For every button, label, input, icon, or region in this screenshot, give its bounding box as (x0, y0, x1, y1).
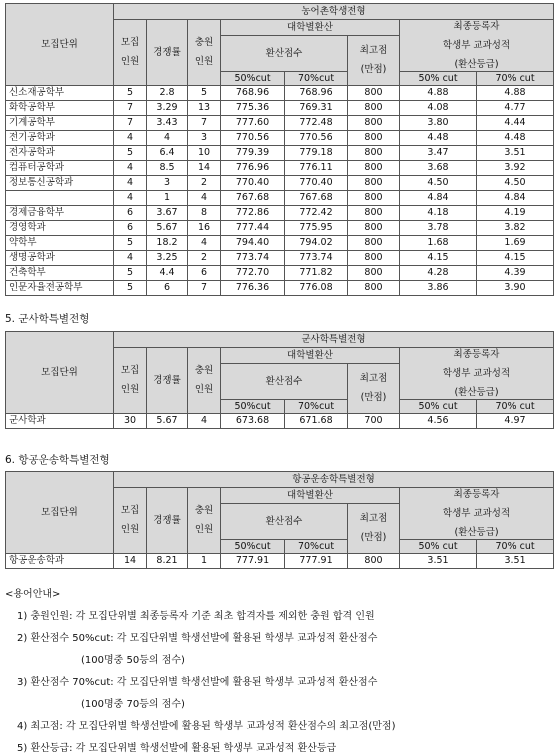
cell-quota: 4 (114, 131, 147, 146)
table-row (6, 161, 554, 176)
cell-cut70: 769.31 (285, 101, 348, 116)
header-extra: 충원 인원 (188, 488, 221, 554)
cell-max: 800 (348, 236, 400, 251)
cell-grade-cut50: 1.68 (400, 236, 477, 251)
cell-extra: 1 (188, 554, 221, 569)
cell-cut70: 770.56 (285, 131, 348, 146)
cell-grade-cut50: 3.51 (400, 554, 477, 569)
table-row (6, 266, 554, 281)
cell-cut50: 767.68 (221, 191, 285, 206)
cell-extra: 4 (188, 191, 221, 206)
cell-max: 800 (348, 266, 400, 281)
glossary-item: 3) 환산점수 70%cut: 각 모집단위별 학생선발에 활용된 학생부 교과성적 환산점수 (17, 677, 378, 688)
cell-extra: 14 (188, 161, 221, 176)
cell-extra: 6 (188, 266, 221, 281)
cell-cut70: 773.74 (285, 251, 348, 266)
cell-extra: 16 (188, 221, 221, 236)
cell-max: 800 (348, 221, 400, 236)
cell-ratio: 18.2 (147, 236, 188, 251)
cell-ratio: 5.67 (147, 414, 188, 429)
table-row (6, 554, 554, 569)
cell-cut70: 772.48 (285, 116, 348, 131)
cell-quota: 4 (114, 251, 147, 266)
cell-max: 800 (348, 554, 400, 569)
cell-cut50: 770.40 (221, 176, 285, 191)
cell-cut70: 775.95 (285, 221, 348, 236)
header-conv-score: 환산점수 (221, 504, 348, 540)
table-row (6, 281, 554, 296)
table-row (6, 86, 554, 101)
cell-grade-cut50: 4.15 (400, 251, 477, 266)
header-univ-conv: 대학별환산 (221, 20, 400, 36)
cell-cut50: 776.96 (221, 161, 285, 176)
header-max-score: 최고점 (만점) (348, 36, 400, 86)
cell-grade-cut70: 3.90 (477, 281, 554, 296)
cell-ratio: 3.29 (147, 101, 188, 116)
cell-max: 800 (348, 161, 400, 176)
cell-ratio: 8.5 (147, 161, 188, 176)
glossary-item: 4) 최고점: 각 모집단위별 학생선발에 활용된 학생부 교과성적 환산점수의 최고점(만점) (17, 721, 396, 732)
glossary-item-detail: (100명중 70등의 점수) (81, 699, 185, 710)
cell-extra: 5 (188, 86, 221, 101)
header-extra: 충원 인원 (188, 20, 221, 86)
cell-grade-cut50: 3.80 (400, 116, 477, 131)
cell-grade-cut50: 4.08 (400, 101, 477, 116)
header-cut70: 70%cut (285, 72, 348, 86)
header-conv-score: 환산점수 (221, 36, 348, 72)
cell-ratio: 4 (147, 131, 188, 146)
cell-cut50: 773.74 (221, 251, 285, 266)
cell-grade-cut50: 3.86 (400, 281, 477, 296)
cell-cut70: 772.42 (285, 206, 348, 221)
header-final: 최종등록자 학생부 교과성적 (환산등급) (400, 20, 554, 72)
cell-grade-cut70: 3.92 (477, 161, 554, 176)
table-row (6, 251, 554, 266)
cell-quota: 4 (114, 176, 147, 191)
header-group-title: 농어촌학생전형 (114, 4, 554, 20)
header-univ-conv: 대학별환산 (221, 488, 400, 504)
cell-cut50: 772.70 (221, 266, 285, 281)
cell-grade-cut50: 3.78 (400, 221, 477, 236)
cell-grade-cut70: 4.15 (477, 251, 554, 266)
cell-extra: 10 (188, 146, 221, 161)
cell-unit: 경영학과 (6, 221, 114, 236)
cell-unit: 신소재공학부 (6, 86, 114, 101)
cell-cut50: 673.68 (221, 414, 285, 429)
cell-cut70: 767.68 (285, 191, 348, 206)
cell-grade-cut50: 4.18 (400, 206, 477, 221)
cell-cut50: 770.56 (221, 131, 285, 146)
cell-ratio: 3 (147, 176, 188, 191)
header-grade-cut50: 50% cut (400, 400, 477, 414)
glossary-title: <용어안내> (5, 589, 61, 600)
cell-ratio: 5.67 (147, 221, 188, 236)
header-extra: 충원 인원 (188, 348, 221, 414)
cell-ratio: 3.43 (147, 116, 188, 131)
cell-cut50: 777.91 (221, 554, 285, 569)
cell-unit: 화학공학부 (6, 101, 114, 116)
table-row (6, 414, 554, 429)
header-group-title: 군사학특별전형 (114, 332, 554, 348)
cell-cut50: 775.36 (221, 101, 285, 116)
cell-cut70: 794.02 (285, 236, 348, 251)
header-cut70: 70%cut (285, 400, 348, 414)
header-grade-cut70: 70% cut (477, 400, 554, 414)
table-row (6, 146, 554, 161)
cell-cut50: 779.39 (221, 146, 285, 161)
cell-grade-cut50: 4.56 (400, 414, 477, 429)
cell-grade-cut50: 4.84 (400, 191, 477, 206)
header-grade-cut50: 50% cut (400, 540, 477, 554)
cell-quota: 4 (114, 161, 147, 176)
header-group-title: 항공운송학특별전형 (114, 472, 554, 488)
cell-unit: 컴퓨터공학과 (6, 161, 114, 176)
cell-grade-cut50: 3.47 (400, 146, 477, 161)
cell-cut50: 794.40 (221, 236, 285, 251)
cell-cut70: 776.11 (285, 161, 348, 176)
cell-cut70: 776.08 (285, 281, 348, 296)
table-row (6, 236, 554, 251)
cell-max: 800 (348, 251, 400, 266)
cell-grade-cut50: 4.48 (400, 131, 477, 146)
glossary-item-detail: (100명중 50등의 점수) (81, 655, 185, 666)
cell-quota: 7 (114, 101, 147, 116)
cell-grade-cut50: 4.28 (400, 266, 477, 281)
header-quota: 모집 인원 (114, 348, 147, 414)
table-row (6, 131, 554, 146)
cell-ratio: 3.67 (147, 206, 188, 221)
cell-quota: 30 (114, 414, 147, 429)
cell-max: 800 (348, 146, 400, 161)
header-grade-cut50: 50% cut (400, 72, 477, 86)
table-row (6, 176, 554, 191)
cell-cut70: 770.40 (285, 176, 348, 191)
cell-cut70: 671.68 (285, 414, 348, 429)
header-final: 최종등록자 학생부 교과성적 (환산등급) (400, 348, 554, 400)
cell-grade-cut50: 4.50 (400, 176, 477, 191)
cell-quota: 5 (114, 236, 147, 251)
cell-max: 800 (348, 281, 400, 296)
cell-unit: 약학부 (6, 236, 114, 251)
cell-grade-cut70: 3.51 (477, 146, 554, 161)
table-row (6, 101, 554, 116)
cell-grade-cut50: 4.88 (400, 86, 477, 101)
cell-ratio: 3.25 (147, 251, 188, 266)
cell-grade-cut70: 4.77 (477, 101, 554, 116)
table-row (6, 221, 554, 236)
table-military (5, 331, 554, 429)
cell-ratio: 4.4 (147, 266, 188, 281)
cell-ratio: 1 (147, 191, 188, 206)
cell-extra: 3 (188, 131, 221, 146)
cell-unit: 경제금융학부 (6, 206, 114, 221)
cell-cut50: 776.36 (221, 281, 285, 296)
cell-quota: 4 (114, 191, 147, 206)
cell-quota: 6 (114, 206, 147, 221)
cell-ratio: 2.8 (147, 86, 188, 101)
section-heading-military: 5. 군사학특별전형 (5, 313, 90, 325)
cell-grade-cut70: 3.82 (477, 221, 554, 236)
cell-unit: 항공운송학과 (6, 554, 114, 569)
cell-max: 800 (348, 86, 400, 101)
header-cut50: 50%cut (221, 540, 285, 554)
cell-cut70: 771.82 (285, 266, 348, 281)
cell-cut70: 768.96 (285, 86, 348, 101)
cell-grade-cut70: 4.19 (477, 206, 554, 221)
cell-grade-cut70: 4.84 (477, 191, 554, 206)
cell-cut50: 777.60 (221, 116, 285, 131)
header-grade-cut70: 70% cut (477, 72, 554, 86)
cell-quota: 14 (114, 554, 147, 569)
header-cut70: 70%cut (285, 540, 348, 554)
cell-unit: 건축학부 (6, 266, 114, 281)
section-heading-aviation: 6. 항공운송학특별전형 (5, 454, 110, 466)
glossary-item: 5) 환산등급: 각 모집단위별 학생선발에 활용된 학생부 교과성적 환산등급 (17, 743, 337, 754)
cell-quota: 7 (114, 116, 147, 131)
header-cut50: 50%cut (221, 400, 285, 414)
cell-max: 800 (348, 191, 400, 206)
header-max-score: 최고점 (만점) (348, 364, 400, 414)
cell-extra: 8 (188, 206, 221, 221)
cell-ratio: 6 (147, 281, 188, 296)
header-unit: 모집단위 (6, 332, 114, 414)
cell-max: 800 (348, 206, 400, 221)
cell-cut70: 777.91 (285, 554, 348, 569)
cell-max: 700 (348, 414, 400, 429)
cell-unit: 인문자율전공학부 (6, 281, 114, 296)
cell-grade-cut50: 3.68 (400, 161, 477, 176)
cell-max: 800 (348, 101, 400, 116)
cell-grade-cut70: 4.50 (477, 176, 554, 191)
cell-ratio: 6.4 (147, 146, 188, 161)
cell-quota: 5 (114, 266, 147, 281)
table-row (6, 206, 554, 221)
header-conv-score: 환산점수 (221, 364, 348, 400)
cell-grade-cut70: 4.97 (477, 414, 554, 429)
header-quota: 모집 인원 (114, 20, 147, 86)
table-body (6, 86, 554, 296)
cell-quota: 5 (114, 146, 147, 161)
cell-quota: 6 (114, 221, 147, 236)
cell-unit: 군사학과 (6, 414, 114, 429)
cell-grade-cut70: 4.88 (477, 86, 554, 101)
table-rural-students (5, 3, 554, 296)
cell-unit: 전기공학과 (6, 131, 114, 146)
cell-unit: 생명공학과 (6, 251, 114, 266)
cell-cut70: 779.18 (285, 146, 348, 161)
cell-grade-cut70: 4.48 (477, 131, 554, 146)
cell-unit (6, 191, 114, 206)
header-ratio: 경쟁률 (147, 20, 188, 86)
cell-unit: 전자공학과 (6, 146, 114, 161)
cell-extra: 7 (188, 116, 221, 131)
header-unit: 모집단위 (6, 472, 114, 554)
cell-quota: 5 (114, 281, 147, 296)
header-max-score: 최고점 (만점) (348, 504, 400, 554)
cell-extra: 2 (188, 251, 221, 266)
cell-max: 800 (348, 116, 400, 131)
header-cut50: 50%cut (221, 72, 285, 86)
cell-extra: 4 (188, 236, 221, 251)
header-final: 최종등록자 학생부 교과성적 (환산등급) (400, 488, 554, 540)
cell-extra: 13 (188, 101, 221, 116)
cell-unit: 기계공학부 (6, 116, 114, 131)
cell-extra: 2 (188, 176, 221, 191)
cell-unit: 정보통신공학과 (6, 176, 114, 191)
header-quota: 모집 인원 (114, 488, 147, 554)
header-unit: 모집단위 (6, 4, 114, 86)
header-grade-cut70: 70% cut (477, 540, 554, 554)
cell-grade-cut70: 3.51 (477, 554, 554, 569)
cell-grade-cut70: 4.44 (477, 116, 554, 131)
cell-cut50: 777.44 (221, 221, 285, 236)
glossary-item: 2) 환산점수 50%cut: 각 모집단위별 학생선발에 활용된 학생부 교과성적 환산점수 (17, 633, 378, 644)
header-ratio: 경쟁률 (147, 488, 188, 554)
glossary-item: 1) 충원인원: 각 모집단위별 최종등록자 기준 최초 합격자를 제외한 충원 합격 인원 (17, 611, 375, 622)
cell-max: 800 (348, 176, 400, 191)
header-ratio: 경쟁률 (147, 348, 188, 414)
table-row (6, 191, 554, 206)
cell-extra: 4 (188, 414, 221, 429)
header-univ-conv: 대학별환산 (221, 348, 400, 364)
table-row (6, 116, 554, 131)
cell-ratio: 8.21 (147, 554, 188, 569)
cell-cut50: 768.96 (221, 86, 285, 101)
cell-grade-cut70: 1.69 (477, 236, 554, 251)
cell-quota: 5 (114, 86, 147, 101)
cell-extra: 7 (188, 281, 221, 296)
cell-max: 800 (348, 131, 400, 146)
cell-grade-cut70: 4.39 (477, 266, 554, 281)
table-aviation (5, 471, 554, 569)
cell-cut50: 772.86 (221, 206, 285, 221)
